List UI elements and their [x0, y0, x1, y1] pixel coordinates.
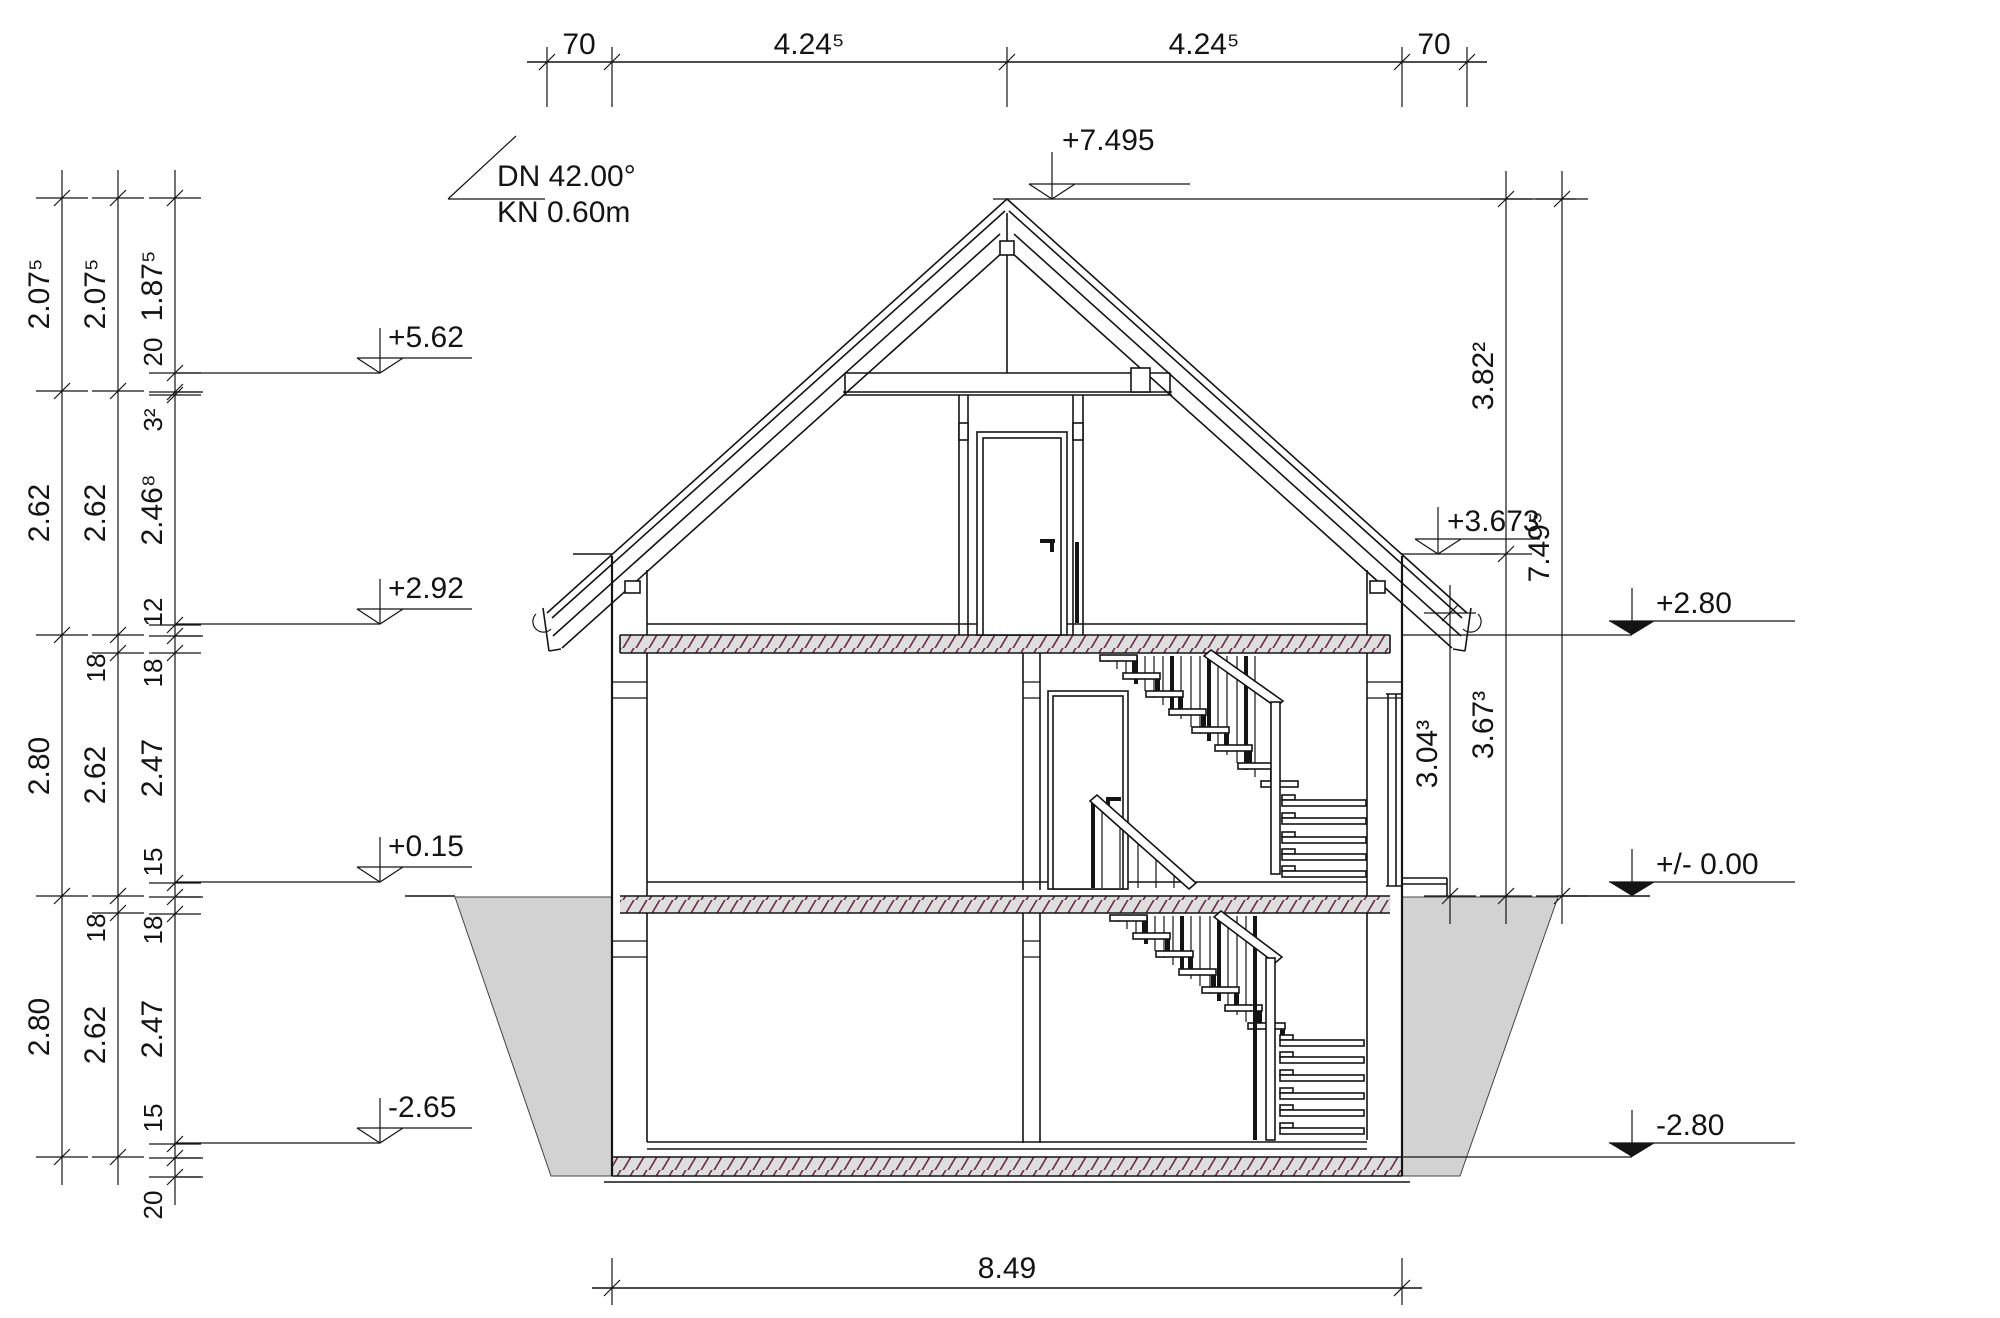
level-attic-ffl: [357, 572, 472, 624]
stair-basement-flight: [1110, 911, 1364, 1140]
chain1-basement-height: 2.80: [23, 997, 56, 1057]
left-dimension-chains: [23, 170, 380, 1219]
level-attic-ffl-label: +2.92: [388, 572, 464, 605]
dim-total-width: 8.49: [977, 1252, 1037, 1285]
level-eaves-right: [1402, 505, 1540, 554]
chain3-seg-3: 2.46⁸: [136, 474, 169, 546]
chain2-seg-4: 18: [81, 913, 111, 943]
attic-partition: [959, 395, 1083, 635]
level-basement-slab-label: -2.80: [1656, 1109, 1725, 1142]
level-zero-label: +/- 0.00: [1656, 848, 1759, 881]
attic-door-edge: [1075, 542, 1079, 623]
soil: [405, 896, 1650, 1176]
handrail: [1214, 911, 1282, 963]
level-basement-ffl-label: -2.65: [388, 1091, 457, 1124]
chain1-attic-height: 2.62: [23, 483, 56, 543]
door-handle: [1106, 797, 1121, 801]
dim-top-right-span: 4.24⁵: [1168, 28, 1240, 61]
attic-door-handle: [1040, 539, 1055, 543]
chain2-seg-0: 2.07⁵: [79, 258, 112, 330]
level-collar: [357, 321, 472, 373]
dim-top-left-span: 4.24⁵: [773, 28, 845, 61]
chain3-seg-0: 1.87⁵: [136, 250, 169, 322]
chain-right-knee-height: 3.04³: [1411, 719, 1444, 789]
treads: [1100, 655, 1298, 787]
collar-beam: [843, 373, 1172, 395]
level-ridge-label: +7.495: [1062, 124, 1155, 157]
chain-right-total-height: 7.49⁵: [1523, 511, 1556, 583]
chain3-seg-1: 20: [138, 337, 168, 367]
level-eaves-right-label: +3.673: [1447, 505, 1540, 538]
exterior-step: [1402, 878, 1447, 896]
dim-top-right-overhang: 70: [1417, 28, 1451, 61]
chain3-seg-8: 18: [138, 915, 168, 945]
chain3-seg-6: 2.47: [136, 738, 169, 798]
chain-right-roof-height: 3.82²: [1467, 341, 1500, 411]
level-attic-slab-label: +2.80: [1656, 587, 1732, 620]
chain3-seg-11: 20: [138, 1190, 168, 1220]
winder-treads: [1282, 795, 1366, 877]
treads: [1110, 915, 1285, 1040]
level-collar-label: +5.62: [388, 321, 464, 354]
level-ridge: [1029, 124, 1190, 199]
ridge-purlin: [1000, 241, 1014, 255]
purlin-left: [625, 581, 640, 593]
chain2-seg-1: 2.62: [79, 483, 112, 543]
level-basement-ffl: [357, 1091, 472, 1143]
top-dimension-chain: [527, 28, 1487, 107]
purlin-right: [1370, 581, 1385, 593]
floor-slabs: [604, 635, 1410, 1182]
chain1-ground-height: 2.80: [23, 736, 56, 796]
level-attic-slab: [1402, 587, 1795, 635]
level-ground-ffl: [357, 830, 472, 882]
dim-top-left-overhang: 70: [562, 28, 596, 61]
chain3-seg-9: 2.47: [136, 999, 169, 1059]
chain-right-wall-height: 3.67³: [1467, 690, 1500, 760]
chain3-seg-10: 15: [138, 1103, 168, 1133]
newel-post: [1266, 958, 1275, 1140]
chain1-roof-height: 2.07⁵: [23, 258, 56, 330]
level-zero: [1609, 848, 1795, 896]
winder-treads: [1280, 1035, 1364, 1134]
chain2-seg-5: 2.62: [79, 1005, 112, 1065]
chain3-seg-5: 18: [138, 658, 168, 688]
chain3-seg-2: 3²: [138, 408, 168, 432]
roof-knee-label: KN 0.60m: [497, 196, 631, 229]
newel-post: [1271, 702, 1280, 874]
door-leaf: [1053, 696, 1123, 889]
chain2-seg-2: 18: [81, 653, 111, 683]
roof-pitch-note: [448, 136, 636, 229]
chain2-seg-3: 2.62: [79, 745, 112, 805]
chain3-seg-7: 15: [138, 847, 168, 877]
roof-pitch-label: DN 42.00°: [497, 160, 636, 193]
attic-door-leaf: [983, 438, 1061, 635]
chain3-seg-4: 12: [138, 597, 168, 627]
level-ground-ffl-label: +0.15: [388, 830, 464, 863]
handrail: [1204, 650, 1283, 707]
collar-beam-block: [1131, 368, 1150, 392]
ground-floor-door: [1048, 691, 1128, 889]
bottom-dimension: [592, 1252, 1422, 1305]
